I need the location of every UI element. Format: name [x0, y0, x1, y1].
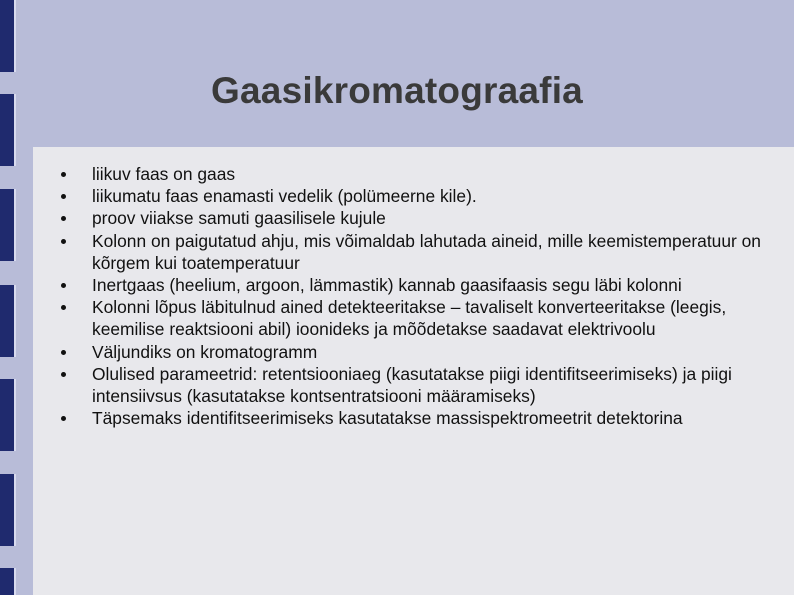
decoration-bar [0, 568, 16, 595]
list-item [61, 163, 761, 185]
decoration-bar [0, 379, 16, 451]
list-item-text: Täpsemaks identifitseerimiseks kasutatakse massispektromeetrit detektorina [92, 408, 683, 429]
bullet-dot-icon [61, 283, 66, 288]
list-item [61, 296, 761, 340]
list-item-text: Kolonni lõpus läbitulnud ained detekteeritakse – tavaliselt konverteeritakse (leegis, keemilise reaktsiooni abil) ioonideks ja mõõdetakse saadavat elektrivoolu [92, 297, 727, 340]
list-item-text: Inertgaas (heelium, argoon, lämmastik) kannab gaasifaasis segu läbi kolonni [92, 275, 682, 296]
list-item-text: proov viiakse samuti gaasilisele kujule [92, 208, 386, 229]
bullet-list [61, 163, 761, 429]
decoration-bar [0, 189, 16, 261]
bullet-dot-icon [61, 350, 66, 355]
decoration-bar [0, 474, 16, 546]
list-item-text: Olulised parameetrid: retentsiooniaeg (kasutatakse piigi identifitseerimiseks) ja piigi intensiivsus (kasutatakse kontsentratsiooni määramiseks) [92, 363, 732, 407]
list-item-text: Kolonn on paigutatud ahju, mis võimaldab lahutada aineid, mille keemistemperatuur on kõrgem kui toatemperatuur [92, 230, 761, 273]
bullet-dot-icon [61, 372, 66, 377]
bullet-dot-icon [61, 416, 66, 421]
bullet-dot-icon [61, 305, 66, 310]
decoration-bar [0, 285, 16, 357]
bullet-dot-icon [61, 216, 66, 221]
list-item [61, 230, 761, 274]
list-item [61, 207, 761, 229]
slide-title: Gaasikromatograafia [211, 70, 583, 111]
bullet-dot-icon [61, 239, 66, 244]
list-item-text: liikumatu faas enamasti vedelik (polümeerne kile). [92, 186, 477, 207]
list-item [61, 185, 761, 207]
bullet-dot-icon [61, 172, 66, 177]
list-item [61, 274, 761, 296]
list-item-text: Väljundiks on kromatogramm [92, 341, 318, 362]
list-item [61, 341, 761, 363]
list-item [61, 363, 761, 407]
bullet-dot-icon [61, 194, 66, 199]
list-item [61, 407, 761, 429]
decoration-bar [0, 0, 16, 72]
list-item-text: liikuv faas on gaas [92, 164, 236, 184]
